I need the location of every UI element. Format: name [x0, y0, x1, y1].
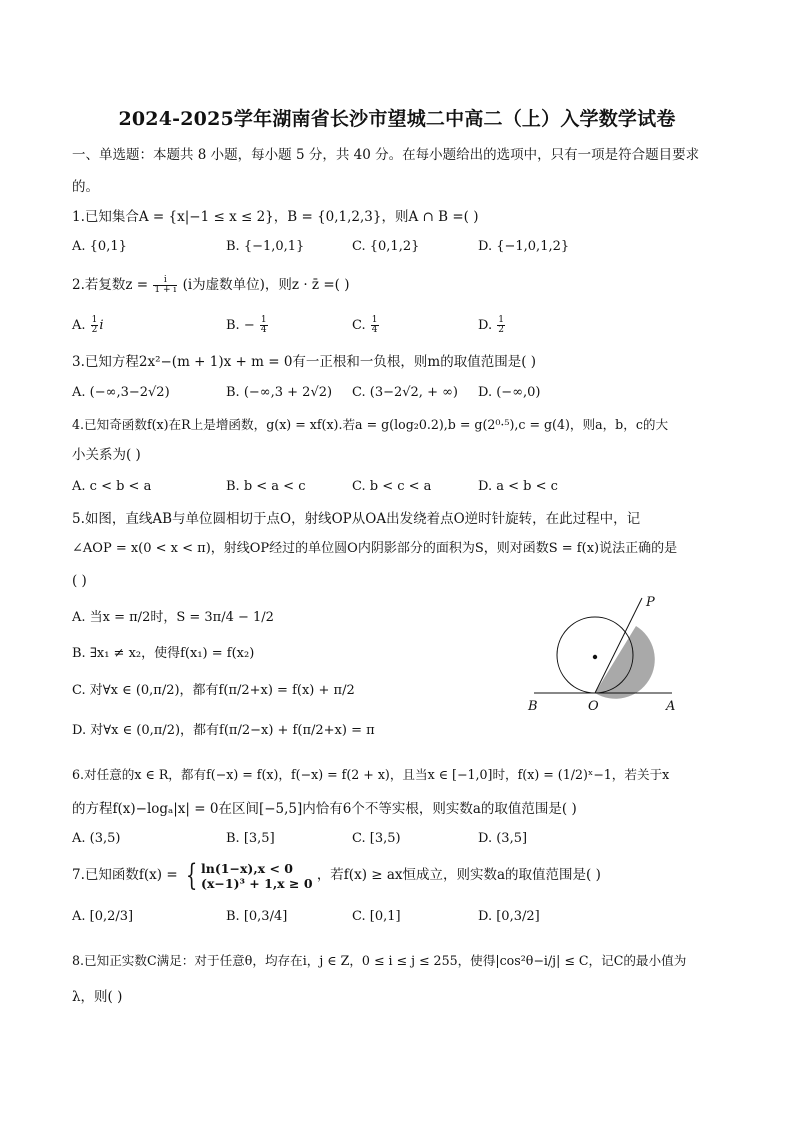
question-7-option-a: A. [0,2/3] [72, 909, 134, 924]
question-2-option-b: B. − $\frac{1}{4}$ [226, 315, 267, 335]
question-6-option-a: A. (3,5) [72, 831, 121, 846]
question-2-option-d: D. $\frac{1}{2}$ [478, 315, 504, 335]
page-title: 2024-2025学年湖南省长沙市望城二中高二（上）入学数学试卷 [118, 108, 676, 130]
question-5-stem-cont2: ( ) [72, 573, 87, 589]
question-4-stem-cont: 小关系为( ) [72, 447, 141, 463]
question-6-option-d: D. (3,5] [478, 831, 528, 846]
question-2-stem-prefix: 2.若复数z = [72, 277, 149, 293]
question-3-option-b: B. (−∞,3 + 2√2) [226, 385, 333, 400]
question-5-option-d: D. 对∀x ∈ (0,π/2)，都有f(π/2−x) + f(π/2+x) = π [72, 723, 375, 738]
question-4-option-a: A. c < b < a [72, 479, 152, 494]
question-6-stem-cont: 的方程f(x)−logₐ|x| = 0在区间[−5,5]内恰有6个不等实根，则实数a的取值范围是( ) [72, 801, 577, 817]
section-header-cont: 的。 [72, 179, 99, 195]
question-4-option-c: C. b < c < a [352, 479, 432, 494]
question-6-option-b: B. [3,5] [226, 831, 275, 846]
question-1-option-b: B. {−1,0,1} [226, 239, 305, 254]
question-2-option-c: C. $\frac{1}{4}$ [352, 315, 378, 335]
question-1-option-a: A. {0,1} [72, 239, 127, 254]
section-header: 一、单选题：本题共 8 小题，每小题 5 分，共 40 分。在每小题给出的选项中，只有一项是符合题目要求 [72, 147, 700, 163]
question-2-fraction: $\frac{i}{1 + i}$ [154, 275, 177, 295]
question-5-option-a: A. 当x = π/2时，S = 3π/4 − 1/2 [72, 610, 274, 625]
question-5-stem: 5.如图，直线AB与单位圆相切于点O，射线OP从OA出发绕着点O逆时针旋转，在此过程中，记 [72, 511, 641, 527]
label-o: O [588, 699, 599, 714]
question-1-stem: 1.已知集合A = {x|−1 ≤ x ≤ 2}，B = {0,1,2,3}，则A ∩ B =( ) [72, 209, 479, 225]
question-4-stem: 4.已知奇函数f(x)在R上是增函数，g(x) = xf(x).若a = g(log₂0.2),b = g(2⁰·⁵),c = g(4)，则a，b，c的大 [72, 417, 669, 432]
question-7-stem [72, 858, 601, 892]
question-7-pieces: ln(1−x),x < 0 (x−1)³ + 1,x ≥ 0 [201, 860, 313, 891]
question-5-figure [520, 590, 690, 720]
label-a: A [666, 699, 676, 714]
circle-center [593, 655, 597, 659]
label-p: P [646, 595, 655, 610]
question-8-stem: 8.已知正实数C满足：对于任意θ，均存在i，j ∈ Z，0 ≤ i ≤ j ≤ 255，使得|cos²θ−i/j| ≤ C，记C的最小值为 [72, 953, 687, 968]
question-2-stem [72, 276, 349, 295]
question-7-brace: { [185, 857, 198, 893]
question-2-option-a: A. $\frac{1}{2}$ i [72, 315, 104, 335]
question-1-option-c: C. {0,1,2} [352, 239, 420, 254]
question-4-option-b: B. b < a < c [226, 479, 306, 494]
question-3-option-d: D. (−∞,0) [478, 385, 541, 400]
question-4-option-d: D. a < b < c [478, 479, 558, 494]
question-8-stem-cont: λ，则( ) [72, 989, 123, 1005]
question-5-stem-cont: ∠AOP = x(0 < x < π)，射线OP经过的单位圆O内阴影部分的面积为S，则对函数S = f(x)说法正确的是 [72, 541, 678, 556]
question-7-stem-prefix: 7.已知函数f(x) = [72, 867, 178, 883]
question-6-option-c: C. [3,5) [352, 831, 401, 846]
question-3-option-c: C. (3−2√2, + ∞) [352, 385, 458, 400]
question-2-stem-suffix: (i为虚数单位)，则z · z̄ =( ) [182, 277, 350, 293]
question-5-option-b: B. ∃x₁ ≠ x₂，使得f(x₁) = f(x₂) [72, 646, 255, 661]
question-3-stem: 3.已知方程2x²−(m + 1)x + m = 0有一正根和一负根，则m的取值范围是( ) [72, 354, 537, 370]
question-7-option-d: D. [0,3/2] [478, 909, 540, 924]
question-7-option-c: C. [0,1] [352, 909, 401, 924]
question-1-option-d: D. {−1,0,1,2} [478, 239, 570, 254]
question-7-stem-suffix: ，若f(x) ≥ ax恒成立，则实数a的取值范围是( ) [316, 867, 601, 883]
label-b: B [528, 699, 538, 714]
shaded-segment [595, 626, 655, 699]
question-3-option-a: A. (−∞,3−2√2) [72, 385, 170, 400]
question-7-option-b: B. [0,3/4] [226, 909, 288, 924]
question-5-option-c: C. 对∀x ∈ (0,π/2)，都有f(π/2+x) = f(x) + π/2 [72, 683, 355, 698]
question-6-stem: 6.对任意的x ∈ R，都有f(−x) = f(x)，f(−x) = f(2 + x)，且当x ∈ [−1,0]时，f(x) = (1/2)ˣ−1，若关于x [72, 767, 670, 782]
